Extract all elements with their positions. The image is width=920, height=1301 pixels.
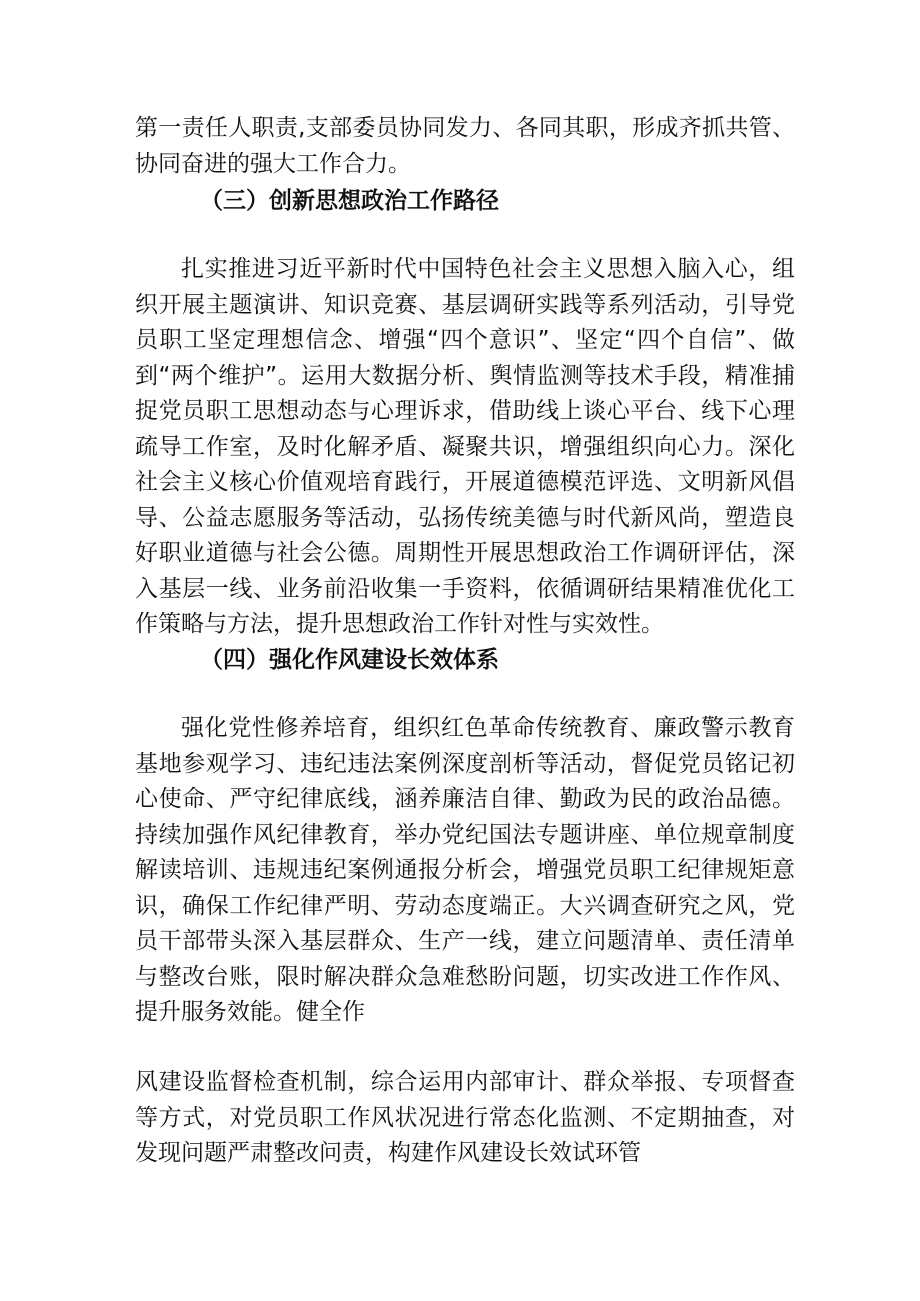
paragraph-ideology-work: 扎实推进习近平新时代中国特色社会主义思想入脑入心，组织开展主题演讲、知识竞赛、基层调研实践等系列活动，引导党员职工坚定理想信念、增强“四个意识”、坚定“四个自信”、做到“两个维护”。运用大数据分析、舆情监测等技术手段，精准捕捉党员职工思想动态与心理诉求，借助线上谈心平台、线下心理疏导工作室，及时化解矛盾、凝聚共识，增强组织向心力。深化社会主义核心价值观培育践行，开展道德模范评选、文明新风倡导、公益志愿服务等活动，弘扬传统美德与时代新风尚，塑造良好职业道德与社会公德。周期性开展思想政治工作调研评估，深入基层一线、业务前沿收集一手资料，依循调研结果精准优化工作策略与方法，提升思想政治工作针对性与实效性。 [135,256,795,637]
paragraph-supervision: 风建设监督检查机制，综合运用内部审计、群众举报、专项督查等方式，对党员职工作风状况进行常态化监测、不定期抽查，对发现问题严肃整改问责，构建作风建设长效试环管 [135,1069,795,1166]
paragraph-work-style: 强化党性修养培育，组织红色革命传统教育、廉政警示教育基地参观学习、违纪违法案例深度剖析等活动，督促党员铭记初心使命、严守纪律底线，涵养廉洁自律、勤政为民的政治品德。持续加强作风纪律教育，举办党纪国法专题讲座、单位规章制度解读培训、违规违纪案例通报分析会，增强党员职工纪律规矩意识，确保工作纪律严明、劳动态度端正。大兴调查研究之风，党员干部带头深入基层群众、生产一线，建立问题清单、责任清单与整改台账，限时解决群众急难愁盼问题，切实改进工作作风、提升服务效能。健全作 [135,715,795,1025]
section-heading-3: （三）创新思想政治工作路径 [200,188,499,214]
section-heading-4: （四）强化作风建设长效体系 [200,647,499,673]
paragraph-continued: 第一责任人职责,支部委员协同发力、各同其职，形成齐抓共管、协同奋进的强大工作合力。 [135,115,795,177]
